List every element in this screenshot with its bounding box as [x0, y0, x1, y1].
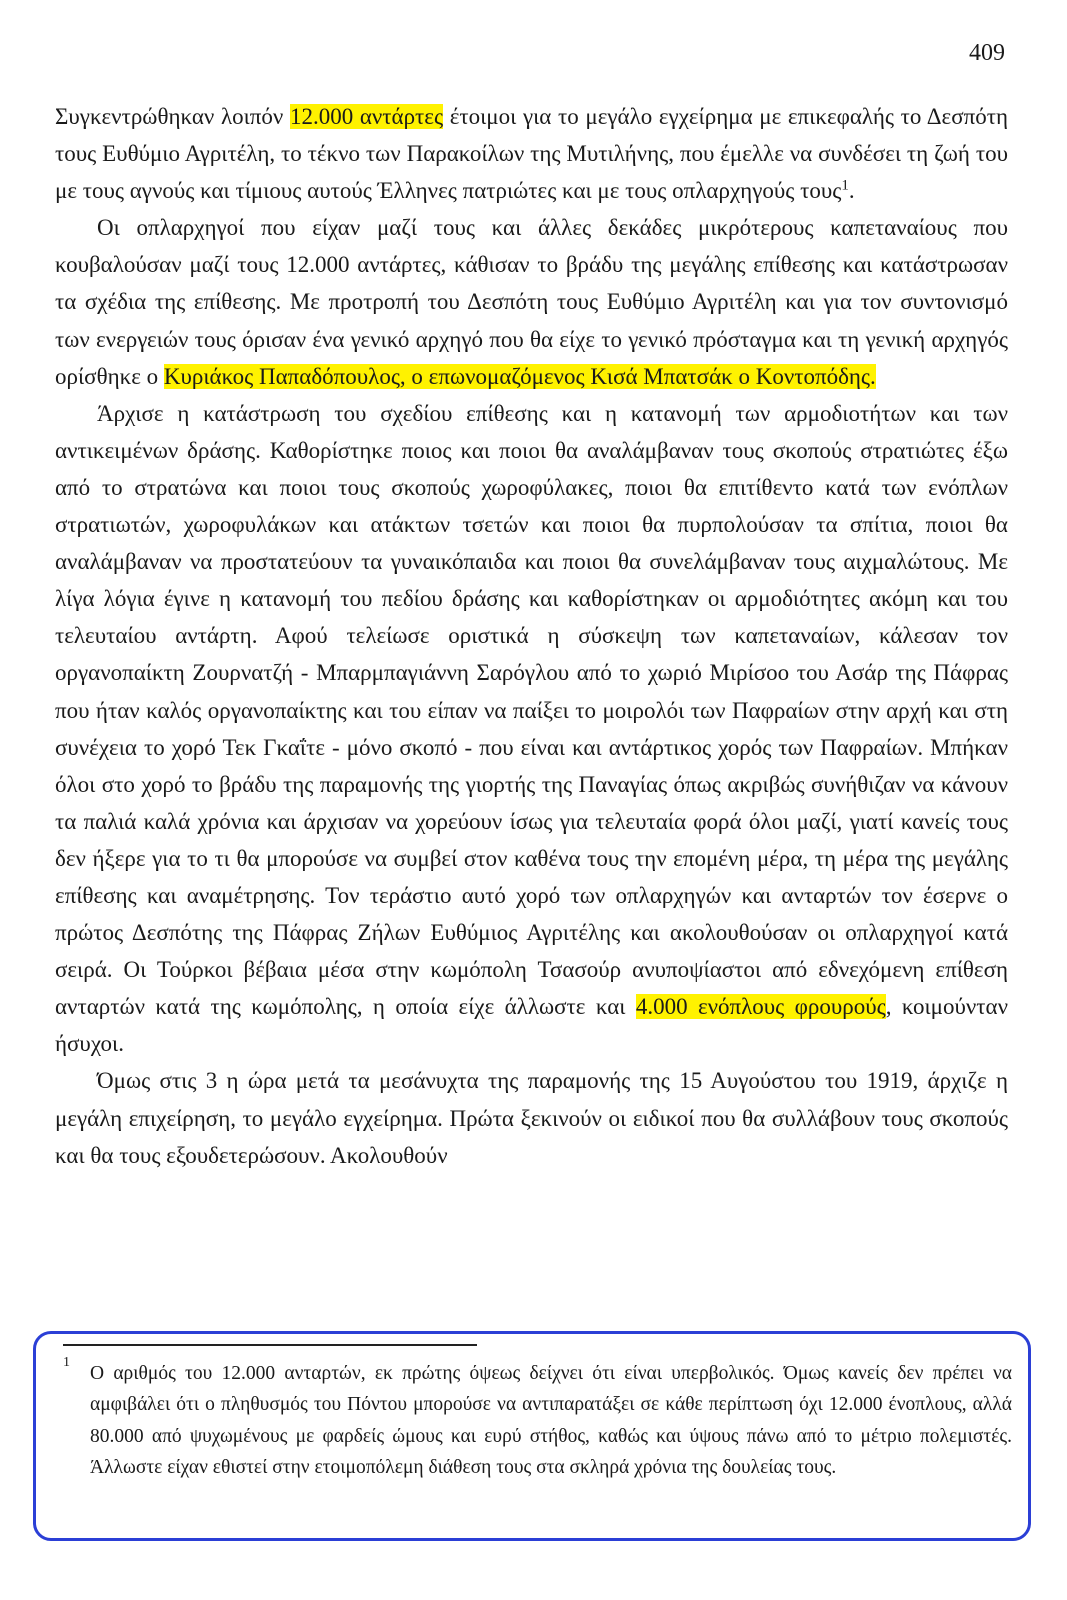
footnote-number: 1 — [63, 1355, 70, 1370]
page-number: 409 — [969, 40, 1005, 66]
paragraph-1-text-b: έτοιμοι για το μεγάλο εγχείρημα με επικεφαλής το Δεσπότη τους Ευθύμιο Αγριτέλη, το τέκνο των Παρακοίλων της Μυτιλήνης, που έμελλε να συνδέσει τη ζωή του με τους αγνούς και τίμιους αυτούς Έλληνες πατριώτες και με τους οπλαρχηγούς τους — [55, 104, 1008, 204]
highlight-general-leader: Κυριάκος Παπαδόπουλος, ο επωνομαζόμενος Κισά Μπατσάκ ο Κοντοπόδης. — [163, 363, 876, 389]
footnote-reference: 1 — [841, 177, 849, 194]
paragraph-2-text-a: Οι οπλαρχηγοί που είχαν μαζί τους και άλλες δεκάδες μικρότερους καπεταναίους που κουβαλούσαν μαζί τους 12.000 αντάρτες, κάθισαν το βράδυ της μεγάλης επίθεσης και κατάστρωσαν τα σχέδια της επίθεσης. Με προτροπή του Δεσπότη τους Ευθύμιο Αγριτέλη και για τον συντονισμό των ενεργειών τους όρισαν ένα γενικό αρχηγό που θα είχε το γενικό πρόσταγμα και τη γενική αρχηγός ορίσθηκε ο — [55, 215, 1008, 389]
paragraph-4 — [55, 1062, 1008, 1173]
paragraph-1 — [55, 98, 1008, 209]
highlight-insurgent-count: 12.000 αντάρτες — [289, 104, 444, 129]
highlight-guards-count: 4.000 ενόπλους φρουρούς — [635, 994, 886, 1020]
paragraph-2 — [55, 209, 1008, 394]
body-text — [55, 98, 1008, 1174]
footnote-text: Ο αριθμός του 12.000 ανταρτών, εκ πρώτης όψεως δείχνει ότι είναι υπερβολικός. Όμως κανείς δεν πρέπει να αμφιβάλει ότι ο πληθυσμός του Πόντου μπορούσε να αντιπαρατάξει σε κάθε περίπτωση όχι 12.000 ένοπλους, αλλά 80.000 από ψυχωμένους με φαρδείς ώμους και ευρύ στήθος, καθώς και ύψους πάνω από το μέτριο πολεμιστές. Άλλωστε είχαν εθιστεί στην ετοιμοπόλεμη διάθεση τους στα σκληρά χρόνια της δουλείας τους. — [90, 1363, 1012, 1479]
paragraph-1-text-a: Συγκεντρώθηκαν λοιπόν — [55, 104, 290, 129]
footnote-divider — [63, 1344, 477, 1346]
paragraph-3-text-a: Άρχισε η κατάστρωση του σχεδίου επίθεσης και η κατανομή των αρμοδιοτήτων και των αντικειμένων δράσης. Καθορίστηκε ποιος και ποιοι θα αναλάμβαναν τους σκοπούς στρατιώτες έξω από το στρατώνα και ποιοι τους σκοπούς χωροφύλακες, ποιοι θα επιτίθεντο κατά των ενόπλων στρατιωτών, χωροφυλάκων και ατάκτων τσετών και ποιοι θα πυρπολούσαν τα σπίτια, ποιοι θα αναλάμβαναν να προστατεύουν τα γυναικόπαιδα και ποιοι θα συνελάμβαναν τους αιχμαλώτους. Με λίγα λόγια έγινε η κατανομή του πεδίου δράσης και καθορίστηκαν οι αρμοδιότητες ακόμη και του τελευταίου αντάρτη. Αφού τελείωσε οριστικά η σύσκεψη των καπεταναίων, κάλεσαν τον οργανοπαίκτη Ζουρνατζή - Μπαρμπαγιάννη Σαρόγλου από το χωριό Μιρίσοο του Ασάρ της Πάφρας που ήταν καλός οργανοπαίκτης και του είπαν να παίξει το μοιρολόι των Παφραίων στην αρχή και στη συνέχεια το χορό Τεκ Γκαΐτε - μόνο σκοπό - που είναι και αντάρτικος χορός των Παφραίων. Μπήκαν όλοι στο χορό το βράδυ της παραμονής της γιορτής της Παναγίας όπως ακριβώς συνήθιζαν να κάνουν τα παλιά καλά χρόνια και άρχισαν να χορεύουν ίσως για τελευταία φορά όλοι μαζί, γιατί κανείς τους δεν ήξερε για το τι θα μπορούσε να συμβεί στον καθένα τους την επομένη μέρα, τη μέρα της μεγάλης επίθεσης και αναμέτρησης. Τον τεράστιο αυτό χορό των οπλαρχηγών και ανταρτών τον έσερνε ο πρώτος Δεσπότης της Πάφρας Ζήλων Ευθύμιος Αγριτέλης και ακολουθούσαν οι οπλαρχηγοί κατά σειρά. Οι Τούρκοι βέβαια μέσα στην κωμόπολη Τσασούρ ανυποψίαστοι από εδνεχόμενη επίθεση ανταρτών κατά της κωμόπολης, η οποία είχε άλλωστε και — [55, 400, 1008, 1020]
footnote-box — [33, 1331, 1031, 1541]
paragraph-3 — [55, 395, 1008, 1063]
paragraph-4-text: Όμως στις 3 η ώρα μετά τα μεσάνυχτα της παραμονής της 15 Αυγούστου του 1919, άρχιζε η μεγάλη επιχείρηση, το μεγάλο εγχείρημα. Πρώτα ξεκινούν οι ειδικοί που θα συλλάβουν τους σκοπούς και θα τους εξουδετερώσουν. Ακολουθούν — [55, 1068, 1008, 1168]
paragraph-1-text-c: . — [848, 178, 855, 204]
paragraph-3-text-b: , κοιμούνταν ήσυχοι. — [55, 994, 1008, 1057]
